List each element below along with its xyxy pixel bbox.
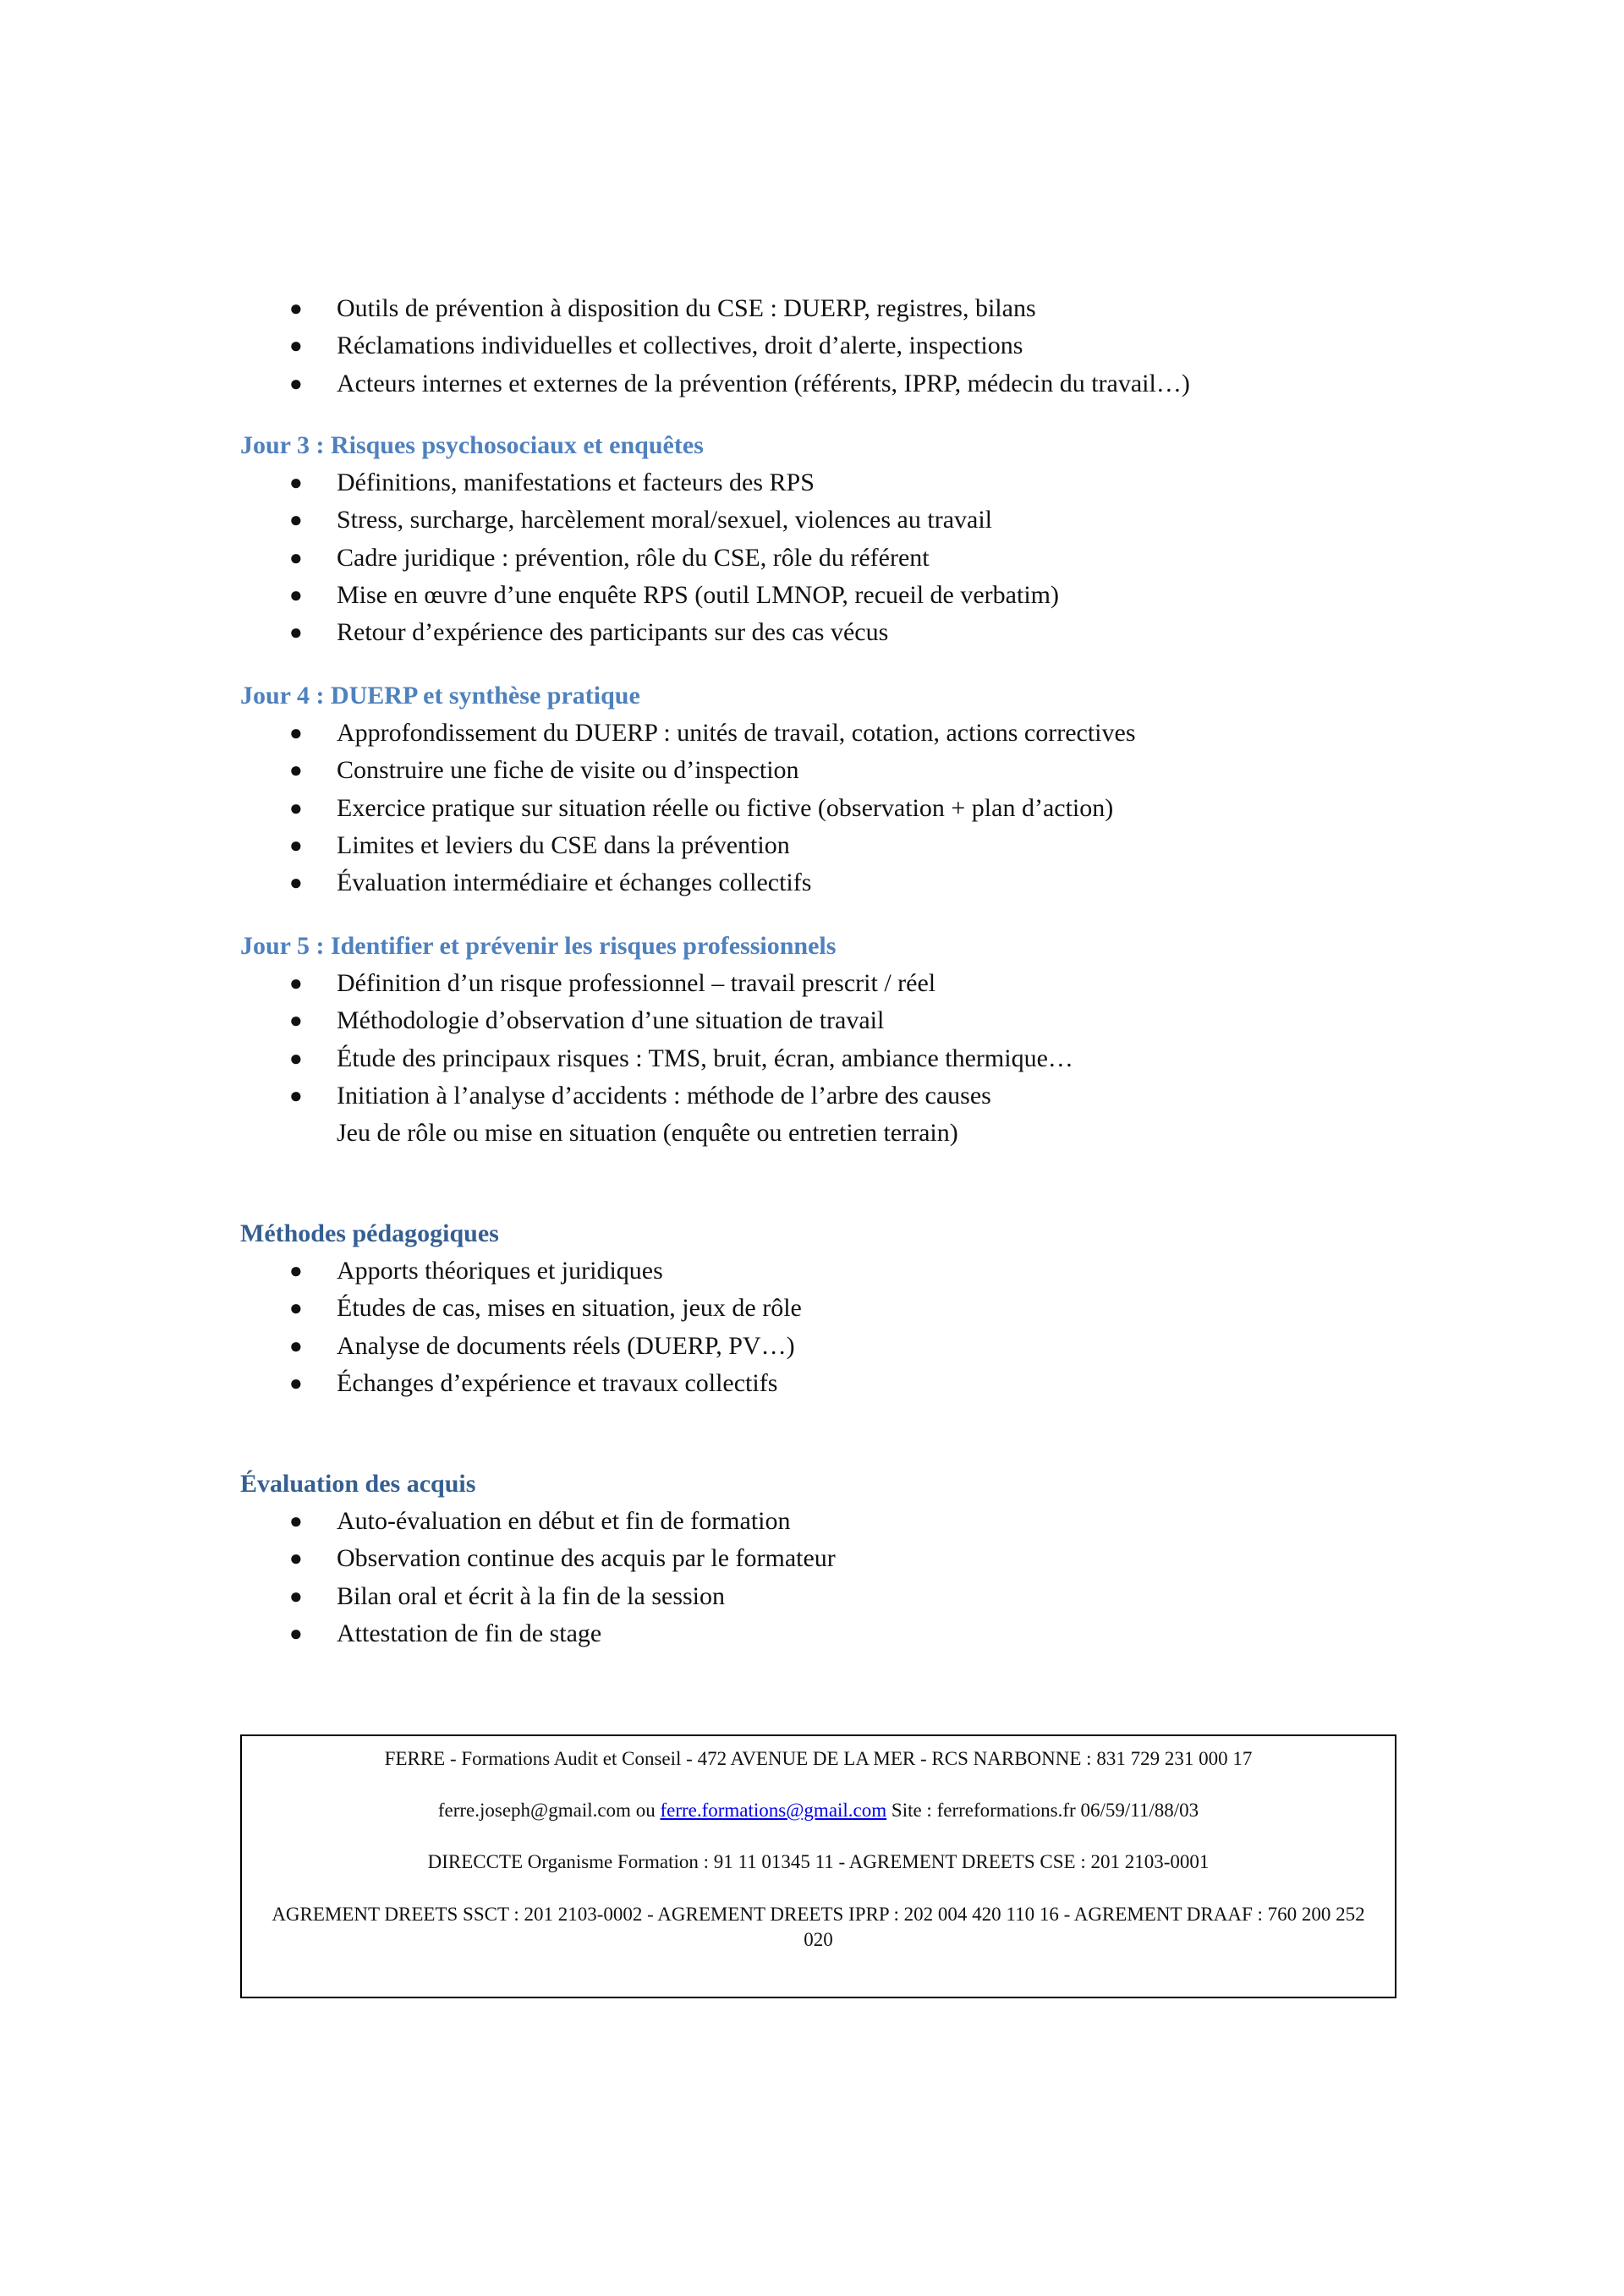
footer-contact-line <box>242 1798 1395 1823</box>
list-item <box>240 1040 1424 1077</box>
bullet-icon: ● <box>289 1583 303 1608</box>
item-text: Cadre juridique : prévention, rôle du CSE, rôle du référent <box>337 543 930 572</box>
bullet-icon: ● <box>289 795 303 820</box>
list-item <box>240 540 1424 577</box>
item-text: Apports théoriques et juridiques <box>337 1257 663 1285</box>
item-text: Analyse de documents réels (DUERP, PV…) <box>337 1331 795 1360</box>
item-text: Attestation de fin de stage <box>337 1619 602 1647</box>
footer-site-text: Site : ferreformations.fr 06/59/11/88/03 <box>891 1800 1199 1821</box>
jour3-section <box>240 427 1424 651</box>
section-heading: Jour 3 : Risques psychosociaux et enquêtes <box>240 431 704 459</box>
item-text: Méthodologie d’observation d’une situation de travail <box>337 1006 885 1035</box>
bullet-icon: ● <box>289 1370 303 1395</box>
bullet-icon: ● <box>289 370 303 396</box>
footer-email-text: ferre.joseph@gmail.com ou <box>437 1800 656 1821</box>
bullet-icon: ● <box>289 971 303 995</box>
section-heading: Jour 5 : Identifier et prévenir les risques professionnels <box>240 932 837 960</box>
bullet-icon: ● <box>289 1620 303 1646</box>
item-text: Études de cas, mises en situation, jeux de rôle <box>337 1294 802 1323</box>
list-item <box>240 501 1424 539</box>
methodes-section <box>240 1215 1424 1402</box>
list-item <box>240 327 1424 364</box>
footer-box <box>240 1734 1396 1998</box>
evaluation-section <box>240 1466 1424 1652</box>
section-heading: Jour 4 : DUERP et synthèse pratique <box>240 682 640 710</box>
list-item <box>240 1540 1424 1577</box>
list-item <box>240 965 1424 1002</box>
footer-direccte-line: DIRECCTE Organisme Formation : 91 11 01345 11 - AGREMENT DREETS CSE : 201 2103-0001 <box>427 1851 1210 1872</box>
bullet-icon: ● <box>289 470 303 495</box>
bullet-icon: ● <box>289 333 303 359</box>
bullet-icon: ● <box>289 1258 303 1283</box>
intro-list-section <box>240 290 1424 403</box>
item-text: Outils de prévention à disposition du CSE : DUERP, registres, bilans <box>337 294 1036 322</box>
bullet-icon: ● <box>289 1082 303 1108</box>
item-text: Acteurs internes et externes de la prévention (référents, IPRP, médecin du travail…) <box>337 369 1190 397</box>
item-text: Bilan oral et écrit à la fin de la session <box>337 1581 726 1610</box>
section-heading: Méthodes pédagogiques <box>240 1219 499 1247</box>
list-item <box>240 290 1424 327</box>
item-text: Approfondissement du DUERP : unités de travail, cotation, actions correctives <box>337 719 1136 747</box>
list-item <box>240 864 1424 901</box>
list-item <box>240 1252 1424 1290</box>
item-text: Stress, surcharge, harcèlement moral/sexuel, violences au travail <box>337 506 992 534</box>
list-item <box>240 1077 1424 1115</box>
list-item <box>240 1328 1424 1365</box>
bullet-icon: ● <box>289 1045 303 1071</box>
list-item <box>240 752 1424 789</box>
list-item <box>240 1578 1424 1615</box>
bullet-icon: ● <box>289 758 303 783</box>
list-item <box>240 1002 1424 1039</box>
bullet-icon: ● <box>289 1333 303 1358</box>
item-text: Mise en œuvre d’une enquête RPS (outil LMNOP, recueil de verbatim) <box>337 580 1059 609</box>
item-text: Initiation à l’analyse d’accidents : méthode de l’arbre des causes <box>337 1081 991 1110</box>
list-item <box>240 1615 1424 1652</box>
list-item <box>240 1503 1424 1540</box>
list-item <box>240 464 1424 501</box>
section-heading: Évaluation des acquis <box>240 1470 476 1498</box>
list-item <box>240 715 1424 752</box>
item-text: Auto-évaluation en début et fin de formation <box>337 1507 791 1535</box>
item-text: Observation continue des acquis par le formateur <box>337 1544 836 1573</box>
item-text: Exercice pratique sur situation réelle ou fictive (observation + plan d’action) <box>337 793 1114 822</box>
bullet-icon: ● <box>289 582 303 607</box>
jour4-section <box>240 677 1424 901</box>
footer-company-line: FERRE - Formations Audit et Conseil - 472 AVENUE DE LA MER - RCS NARBONNE : 831 729 231 000 17 <box>384 1748 1253 1769</box>
bullet-icon: ● <box>289 620 303 645</box>
bullet-icon: ● <box>289 1008 303 1033</box>
jour5-section <box>240 928 1424 1152</box>
bullet-icon: ● <box>289 1546 303 1571</box>
footer-email-link[interactable]: ferre.formations@gmail.com <box>660 1800 887 1821</box>
bullet-icon: ● <box>289 721 303 745</box>
item-text: Évaluation intermédiaire et échanges collectifs <box>337 869 812 897</box>
list-item <box>240 577 1424 614</box>
bullet-icon: ● <box>289 296 303 321</box>
item-text: Limites et leviers du CSE dans la prévention <box>337 830 790 859</box>
item-text: Retour d’expérience des participants sur des cas vécus <box>337 618 889 647</box>
item-text: Échanges d’expérience et travaux collectifs <box>337 1368 778 1397</box>
item-text: Définitions, manifestations et facteurs des RPS <box>337 469 815 496</box>
item-text: Réclamations individuelles et collectives, droit d’alerte, inspections <box>337 332 1023 360</box>
list-item <box>240 1290 1424 1327</box>
list-item <box>240 614 1424 651</box>
bullet-icon: ● <box>289 870 303 896</box>
item-text: Étude des principaux risques : TMS, bruit, écran, ambiance thermique… <box>337 1044 1073 1072</box>
list-item <box>240 365 1424 403</box>
bullet-icon: ● <box>289 545 303 570</box>
list-item <box>240 1365 1424 1402</box>
bullet-icon: ● <box>289 1509 303 1533</box>
item-text: Définition d’un risque professionnel – travail prescrit / réel <box>337 969 936 997</box>
footer-agrement-line: AGREMENT DREETS SSCT : 201 2103-0002 - AGREMENT DREETS IPRP : 202 004 420 110 16 - AGREMENT DRAAF : 760 200 252 020 <box>272 1904 1365 1950</box>
list-item <box>240 790 1424 827</box>
continuation-text: Jeu de rôle ou mise en situation (enquête ou entretien terrain) <box>337 1119 958 1148</box>
list-item <box>240 827 1424 864</box>
bullet-icon: ● <box>289 832 303 858</box>
bullet-icon: ● <box>289 1296 303 1321</box>
item-text: Construire une fiche de visite ou d’inspection <box>337 756 799 785</box>
bullet-icon: ● <box>289 507 303 533</box>
